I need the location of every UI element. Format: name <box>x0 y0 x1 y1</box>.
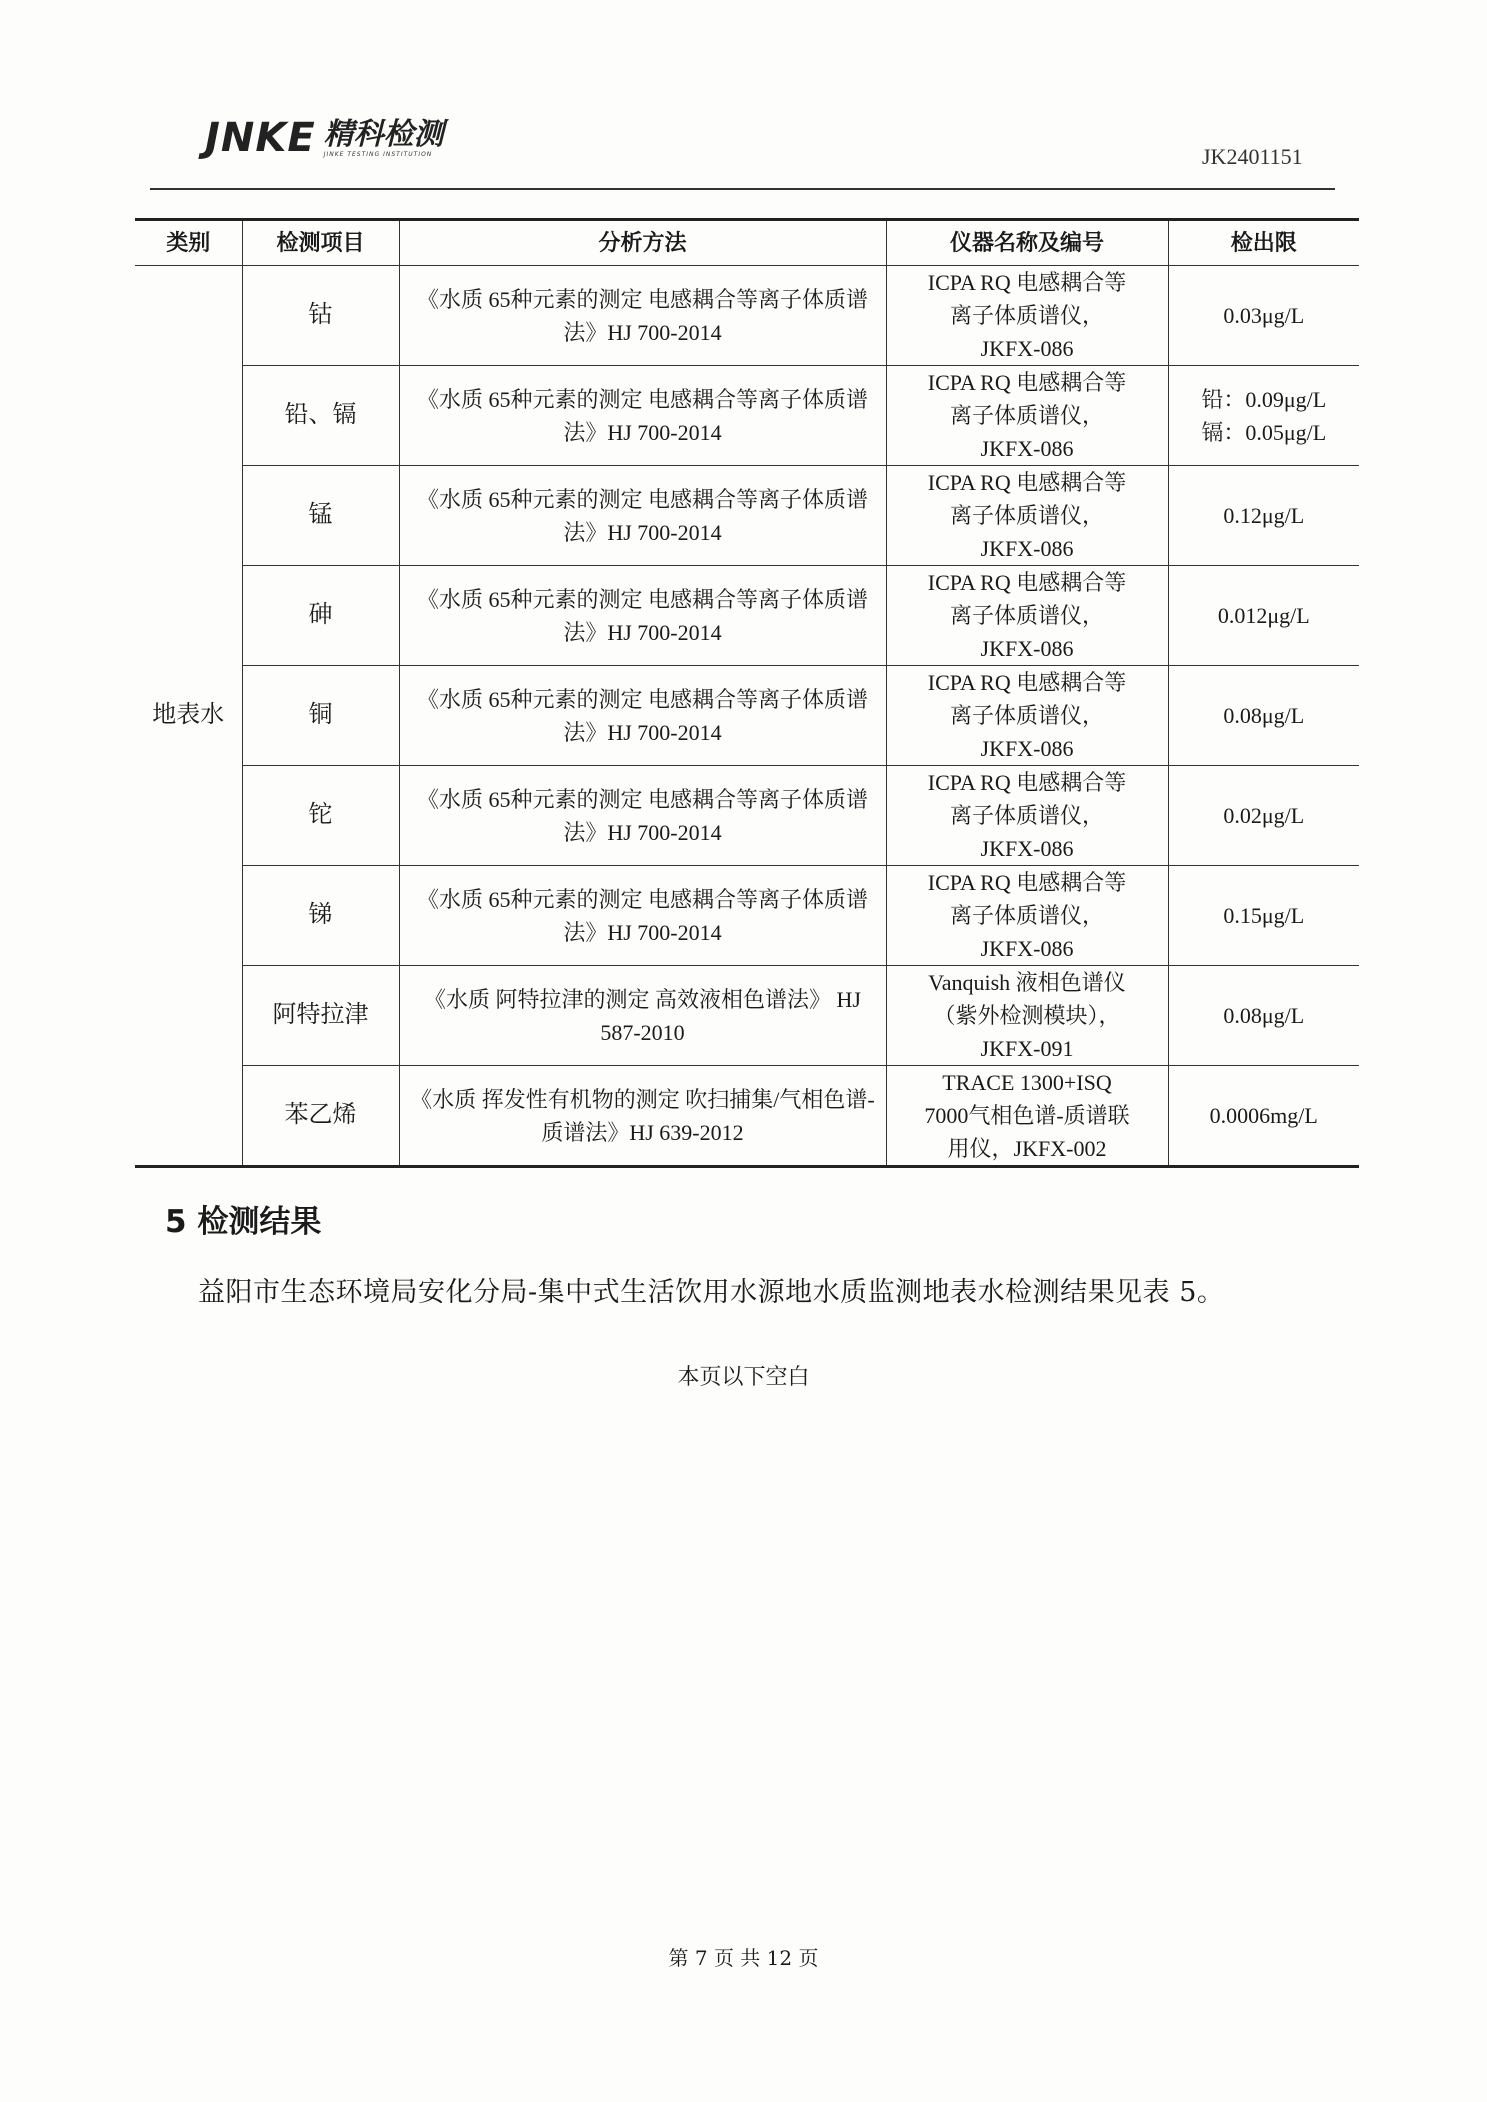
test-item-cell: 钴 <box>242 266 399 366</box>
instrument-line: ICPA RQ 电感耦合等 <box>927 270 1127 295</box>
instrument-line: JKFX-086 <box>980 436 1074 461</box>
detection-limit-cell <box>1168 366 1359 466</box>
instrument-cell <box>886 966 1168 1066</box>
instrument-cell <box>886 266 1168 366</box>
table-row <box>135 766 1359 866</box>
method-cell: 《水质 65种元素的测定 电感耦合等离子体质谱法》HJ 700-2014 <box>399 766 886 866</box>
method-cell: 《水质 65种元素的测定 电感耦合等离子体质谱法》HJ 700-2014 <box>399 666 886 766</box>
detection-limit-line: 镉：0.05μg/L <box>1201 419 1327 445</box>
detection-limit-cell <box>1168 466 1359 566</box>
detection-methods-table <box>135 218 1359 1168</box>
test-item-cell: 铜 <box>242 666 399 766</box>
instrument-line: ICPA RQ 电感耦合等 <box>927 570 1127 595</box>
instrument-line: 离子体质谱仪， <box>949 403 1104 428</box>
blank-page-note: 本页以下空白 <box>677 1365 810 1390</box>
method-cell: 《水质 65种元素的测定 电感耦合等离子体质谱法》HJ 700-2014 <box>399 566 886 666</box>
header-divider <box>150 188 1335 190</box>
instrument-cell <box>886 1066 1168 1167</box>
page-number: 第 7 页 共 12 页 <box>668 1946 819 1970</box>
instrument-line: ICPA RQ 电感耦合等 <box>927 470 1127 495</box>
detection-limit-cell <box>1168 1066 1359 1167</box>
instrument-line: JKFX-086 <box>980 336 1074 361</box>
instrument-line: 离子体质谱仪， <box>949 303 1104 328</box>
test-item-cell: 锑 <box>242 866 399 966</box>
detection-limit-line: 0.012μg/L <box>1217 603 1310 628</box>
section-heading: 5 检测结果 <box>165 1204 322 1240</box>
test-item-cell: 锰 <box>242 466 399 566</box>
instrument-line: （紫外检测模块）， <box>933 1003 1121 1028</box>
instrument-line: ICPA RQ 电感耦合等 <box>927 370 1127 395</box>
method-cell: 《水质 65种元素的测定 电感耦合等离子体质谱法》HJ 700-2014 <box>399 366 886 466</box>
table-row <box>135 366 1359 466</box>
detection-limit-cell <box>1168 266 1359 366</box>
report-number: JK2401151 <box>1202 144 1303 169</box>
detection-limit-line: 0.02μg/L <box>1223 803 1305 828</box>
instrument-line: Vanquish 液相色谱仪 <box>928 970 1126 995</box>
instrument-line: ICPA RQ 电感耦合等 <box>927 670 1127 695</box>
table-row <box>135 966 1359 1066</box>
test-item-cell: 砷 <box>242 566 399 666</box>
instrument-line: JKFX-086 <box>980 736 1074 761</box>
instrument-line: 离子体质谱仪， <box>949 803 1104 828</box>
instrument-cell <box>886 666 1168 766</box>
instrument-line: 离子体质谱仪， <box>949 603 1104 628</box>
detection-limit-line: 0.08μg/L <box>1223 1003 1305 1028</box>
method-cell: 《水质 65种元素的测定 电感耦合等离子体质谱法》HJ 700-2014 <box>399 266 886 366</box>
table-row <box>135 466 1359 566</box>
test-item-cell: 苯乙烯 <box>242 1066 399 1167</box>
table-row <box>135 666 1359 766</box>
column-header: 检出限 <box>1168 220 1359 266</box>
detection-limit-cell <box>1168 866 1359 966</box>
detection-limit-line: 铅：0.09μg/L <box>1201 386 1327 412</box>
logo-text <box>324 119 444 158</box>
column-header: 仪器名称及编号 <box>886 220 1168 266</box>
instrument-line: JKFX-086 <box>980 836 1074 861</box>
method-cell: 《水质 阿特拉津的测定 高效液相色谱法》 HJ 587-2010 <box>399 966 886 1066</box>
instrument-line: ICPA RQ 电感耦合等 <box>927 870 1127 895</box>
test-item-cell: 铅、镉 <box>242 366 399 466</box>
detection-limit-line: 0.03μg/L <box>1223 303 1305 328</box>
instrument-line: 离子体质谱仪， <box>949 503 1104 528</box>
detection-limit-cell <box>1168 766 1359 866</box>
instrument-line: JKFX-091 <box>980 1036 1074 1061</box>
detection-limit-line: 0.12μg/L <box>1223 503 1305 528</box>
instrument-line: 离子体质谱仪， <box>949 903 1104 928</box>
test-item-cell: 阿特拉津 <box>242 966 399 1066</box>
category-cell: 地表水 <box>135 266 242 1167</box>
detection-limit-cell <box>1168 566 1359 666</box>
instrument-cell <box>886 466 1168 566</box>
instrument-line: ICPA RQ 电感耦合等 <box>927 770 1127 795</box>
instrument-line: JKFX-086 <box>980 936 1074 961</box>
instrument-cell <box>886 766 1168 866</box>
detection-limit-line: 0.08μg/L <box>1223 703 1305 728</box>
table-header-row <box>135 220 1359 266</box>
table-row <box>135 566 1359 666</box>
results-paragraph: 益阳市生态环境局安化分局-集中式生活饮用水源地水质监测地表水检测结果见表 5。 <box>198 1277 1225 1308</box>
test-item-cell: 铊 <box>242 766 399 866</box>
logo-english-name: JINKE TESTING INSTITUTION <box>323 151 433 158</box>
instrument-cell <box>886 866 1168 966</box>
column-header: 分析方法 <box>399 220 886 266</box>
instrument-line: TRACE 1300+ISQ <box>942 1070 1112 1095</box>
detection-limit-cell <box>1168 966 1359 1066</box>
instrument-line: JKFX-086 <box>980 636 1074 661</box>
company-logo <box>205 115 444 161</box>
detection-limit-cell <box>1168 666 1359 766</box>
instrument-line: 用仪，JKFX-002 <box>947 1136 1107 1161</box>
table-row <box>135 1066 1359 1167</box>
table-row <box>135 266 1359 366</box>
instrument-line: 7000气相色谱-质谱联 <box>924 1103 1130 1128</box>
logo-mark: JNKE <box>205 115 316 161</box>
method-cell: 《水质 65种元素的测定 电感耦合等离子体质谱法》HJ 700-2014 <box>399 466 886 566</box>
method-cell: 《水质 挥发性有机物的测定 吹扫捕集/气相色谱-质谱法》HJ 639-2012 <box>399 1066 886 1167</box>
instrument-line: JKFX-086 <box>980 536 1074 561</box>
instrument-cell <box>886 566 1168 666</box>
table-row <box>135 866 1359 966</box>
column-header: 类别 <box>135 220 242 266</box>
column-header: 检测项目 <box>242 220 399 266</box>
logo-chinese-name: 精科检测 <box>323 117 444 152</box>
instrument-line: 离子体质谱仪， <box>949 703 1104 728</box>
detection-limit-line: 0.0006mg/L <box>1209 1103 1318 1128</box>
detection-limit-line: 0.15μg/L <box>1223 903 1305 928</box>
method-cell: 《水质 65种元素的测定 电感耦合等离子体质谱法》HJ 700-2014 <box>399 866 886 966</box>
instrument-cell <box>886 366 1168 466</box>
